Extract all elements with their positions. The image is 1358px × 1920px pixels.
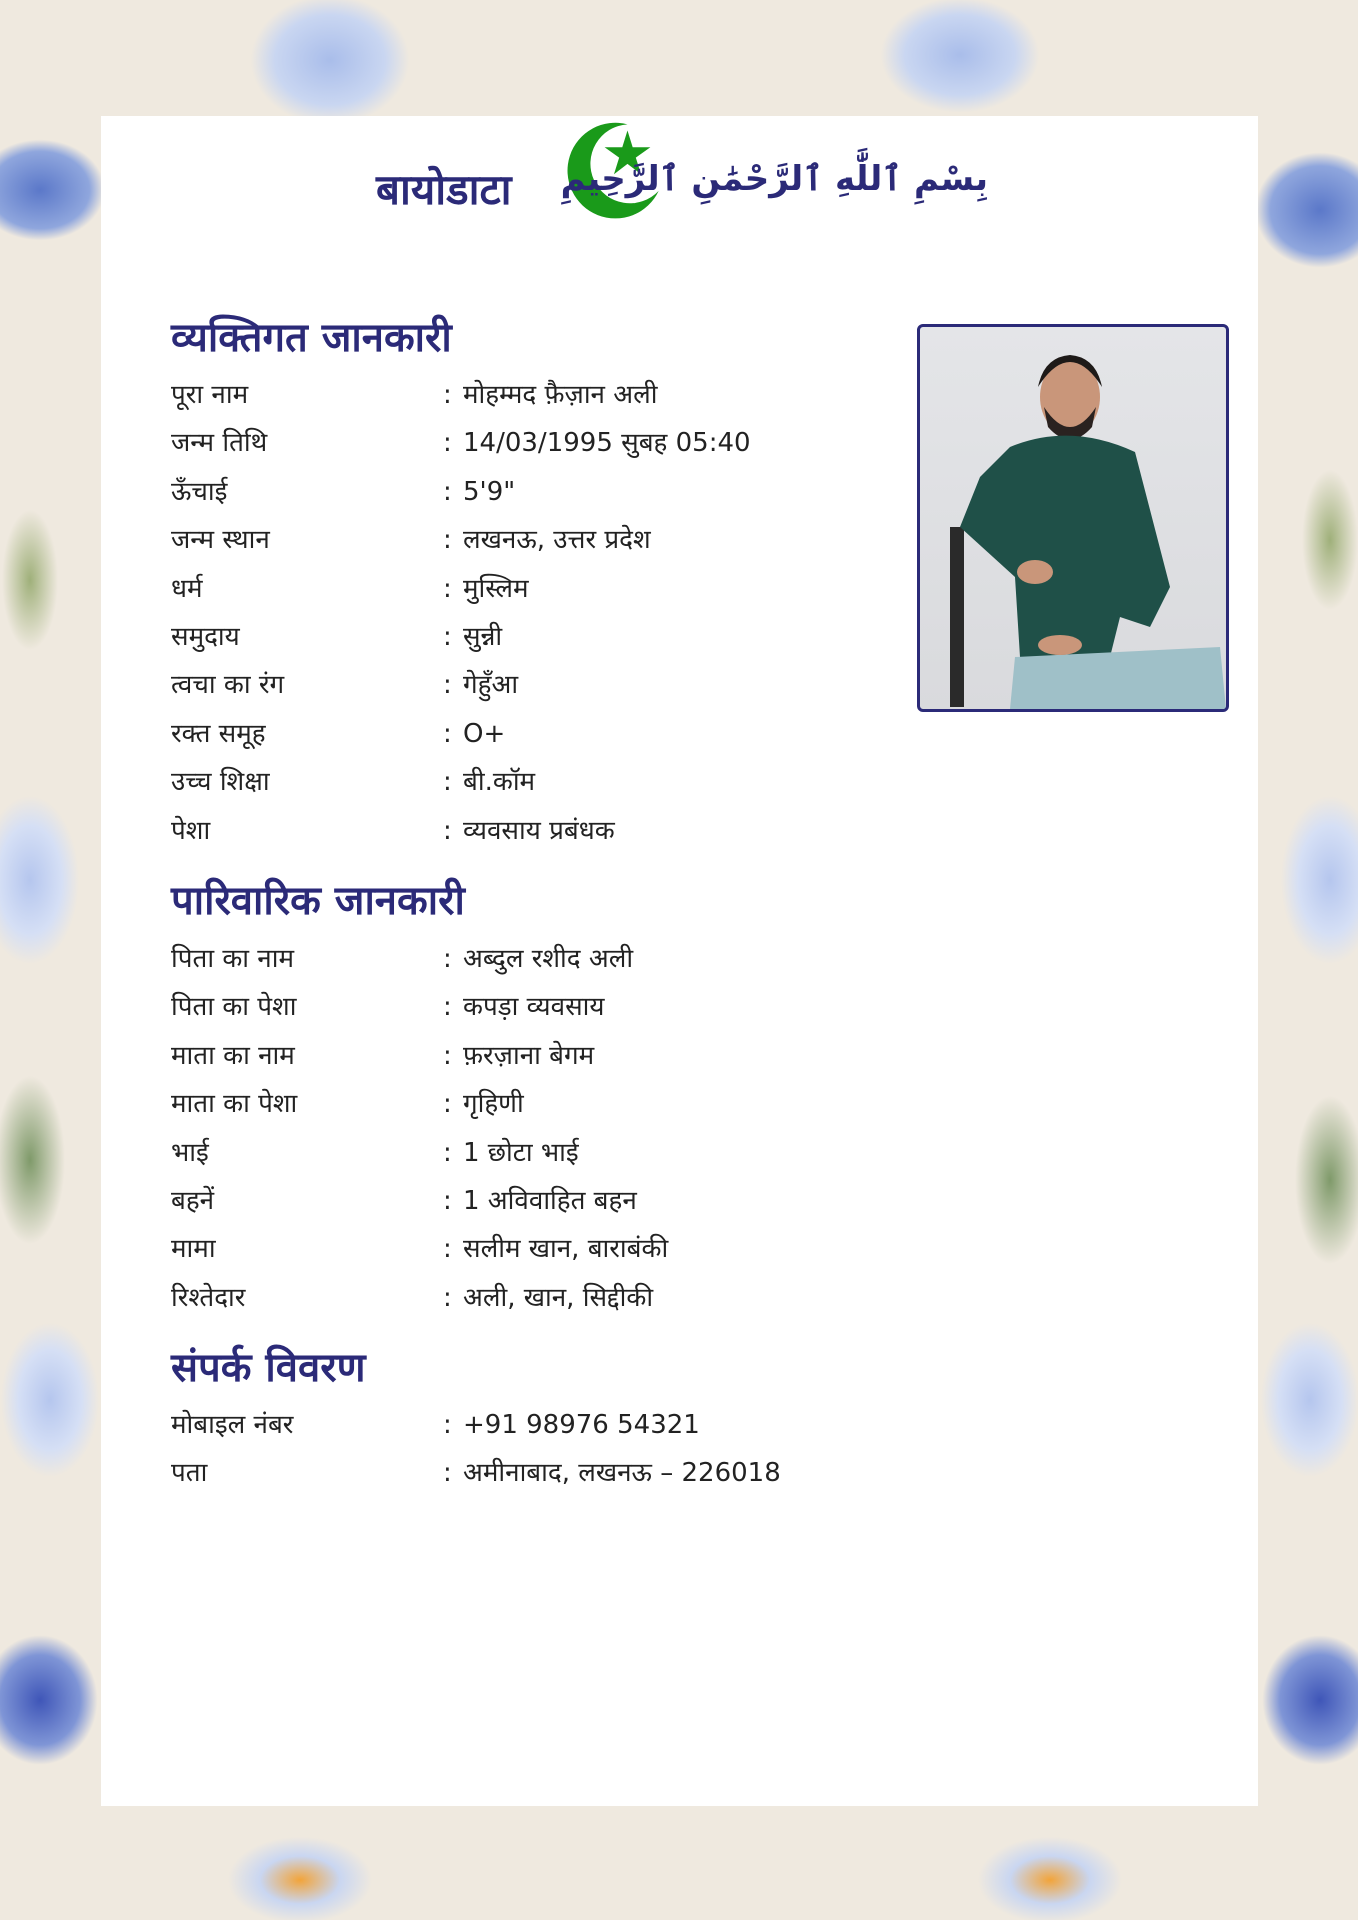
row-label: माता का पेशा	[171, 1089, 298, 1120]
row-value: सलीम खान, बाराबंकी	[463, 1234, 669, 1265]
row-label: रक्त समूह	[171, 718, 266, 749]
row-colon: :	[443, 1186, 452, 1216]
row-value: गेहुँआ	[463, 670, 519, 701]
row-value: व्यवसाय प्रबंधक	[463, 815, 615, 846]
row-colon: :	[443, 428, 452, 459]
section-heading-personal: व्यक्तिगत जानकारी	[171, 315, 452, 361]
row-label: माता का नाम	[171, 1040, 295, 1071]
row-value: 1 छोटा भाई	[463, 1137, 579, 1168]
section-heading-contact: संपर्क विवरण	[171, 1345, 366, 1391]
page-title: बायोडाटा	[376, 165, 512, 214]
row-colon: :	[443, 622, 452, 652]
row-colon: :	[443, 1040, 452, 1071]
row-value: लखनऊ, उत्तर प्रदेश	[463, 525, 651, 556]
row-value: 1 अविवाहित बहन	[463, 1186, 637, 1216]
row-label: भाई	[171, 1137, 209, 1168]
row-value: कपड़ा व्यवसाय	[463, 992, 605, 1023]
row-colon: :	[443, 476, 452, 507]
row-colon: :	[443, 718, 452, 749]
row-value: 14/03/1995 सुबह 05:40	[463, 428, 751, 459]
row-value: गृहिणी	[463, 1089, 524, 1120]
row-colon: :	[443, 1410, 452, 1440]
row-value: मोहम्मद फ़ैज़ान अली	[463, 380, 658, 410]
bismillah-calligraphy: بِسْمِ ٱللَّٰهِ ٱلرَّحْمَٰنِ ٱلرَّحِيمِ	[560, 159, 988, 199]
row-value: O+	[463, 718, 506, 749]
row-label: जन्म स्थान	[171, 525, 270, 556]
row-value: फ़रज़ाना बेगम	[463, 1040, 595, 1071]
row-label: पता	[171, 1458, 208, 1489]
row-label: पूरा नाम	[171, 380, 249, 410]
row-label: मोबाइल नंबर	[171, 1410, 294, 1440]
row-label: बहनें	[171, 1186, 215, 1216]
row-value: अमीनाबाद, लखनऊ – 226018	[463, 1458, 781, 1489]
row-colon: :	[443, 944, 452, 974]
row-label: धर्म	[171, 573, 203, 604]
row-label: जन्म तिथि	[171, 428, 268, 459]
row-colon: :	[443, 380, 452, 410]
row-label: पिता का पेशा	[171, 992, 297, 1023]
row-colon: :	[443, 525, 452, 556]
row-label: उच्च शिक्षा	[171, 767, 270, 798]
row-label: पिता का नाम	[171, 944, 294, 974]
row-value: +91 98976 54321	[463, 1410, 700, 1440]
row-label: ऊँचाई	[171, 476, 228, 507]
row-label: रिश्तेदार	[171, 1282, 246, 1313]
profile-photo	[917, 324, 1229, 712]
row-colon: :	[443, 1089, 452, 1120]
row-colon: :	[443, 767, 452, 798]
row-colon: :	[443, 573, 452, 604]
row-value: सुन्नी	[463, 622, 503, 652]
row-value: मुस्लिम	[463, 573, 529, 604]
row-colon: :	[443, 670, 452, 701]
row-value: बी.कॉम	[463, 767, 536, 798]
row-label: पेशा	[171, 815, 211, 846]
row-value: अब्दुल रशीद अली	[463, 944, 634, 974]
row-colon: :	[443, 815, 452, 846]
row-value: अली, खान, सिद्दीकी	[463, 1282, 654, 1313]
row-label: त्वचा का रंग	[171, 670, 285, 701]
row-colon: :	[443, 1458, 452, 1489]
person-photo-illustration	[920, 327, 1226, 709]
row-value: 5'9"	[463, 476, 516, 507]
row-colon: :	[443, 1282, 452, 1313]
row-label: समुदाय	[171, 622, 240, 652]
row-colon: :	[443, 1234, 452, 1265]
row-colon: :	[443, 992, 452, 1023]
row-colon: :	[443, 1137, 452, 1168]
section-heading-family: पारिवारिक जानकारी	[171, 878, 465, 924]
row-label: मामा	[171, 1234, 216, 1265]
